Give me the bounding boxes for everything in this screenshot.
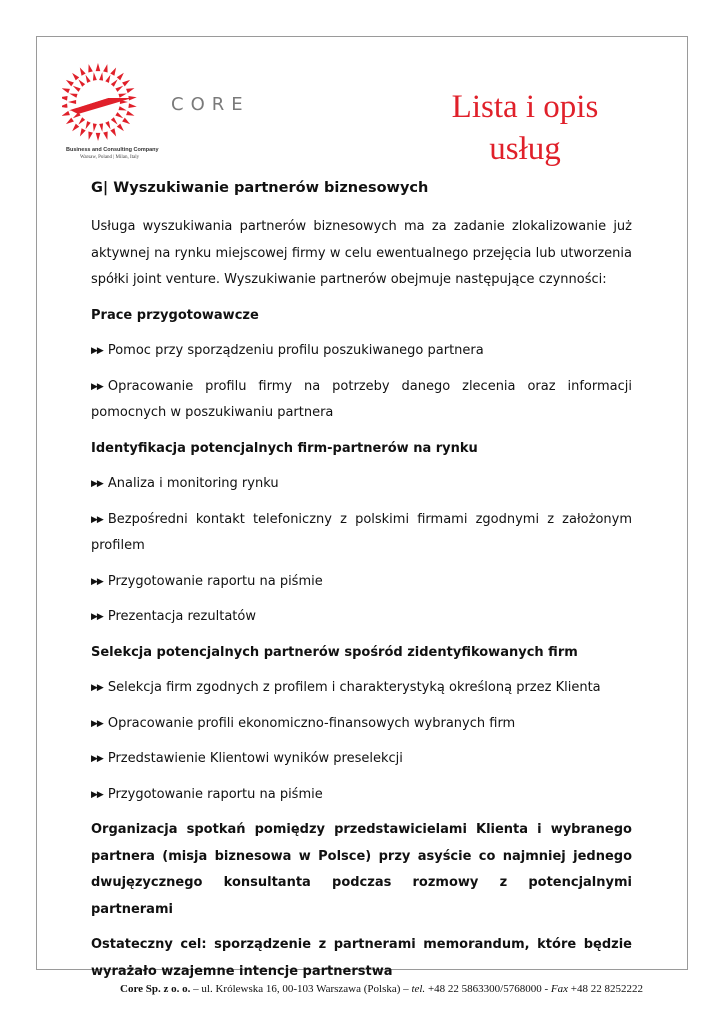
logo-ray-icon xyxy=(122,80,130,87)
list-item xyxy=(91,604,632,631)
group-selection xyxy=(91,640,632,809)
list-item xyxy=(91,338,632,365)
logo-ray-icon xyxy=(80,128,86,136)
logo-ray-icon xyxy=(115,112,123,118)
list-item-text: Przygotowanie raportu na piśmie xyxy=(107,786,323,802)
bullet-arrow-icon: ▶▶ xyxy=(91,346,103,356)
bullet-arrow-icon: ▶▶ xyxy=(91,514,103,525)
list-item-text: Pomoc przy sporządzeniu profilu poszukiwanego partnera xyxy=(107,343,484,358)
logo-ray-icon xyxy=(103,131,108,139)
logo-ray-icon xyxy=(66,118,74,125)
list-item xyxy=(91,569,632,596)
group-title: Prace przygotowawcze xyxy=(91,307,259,323)
bullet-arrow-icon: ▶▶ xyxy=(91,479,103,489)
page-footer xyxy=(0,983,725,995)
logo-ray-icon xyxy=(68,100,76,104)
logo-ray-icon xyxy=(126,111,134,116)
list-item xyxy=(91,374,632,427)
logo-ray-icon xyxy=(111,117,118,124)
logo-ray-icon xyxy=(96,63,101,71)
footer-fax-label: Fax xyxy=(550,983,568,995)
bullet-arrow-icon: ▶▶ xyxy=(91,683,103,693)
logo-ray-icon xyxy=(93,123,97,131)
list-item-text: Opracowanie profilu firmy na potrzeby danego zlecenia oraz informacji pomocnych w poszukiwaniu partnera xyxy=(91,378,632,420)
logo-ray-icon xyxy=(103,64,108,72)
footer-fax: +48 22 8252222 xyxy=(567,983,643,995)
bullet-arrow-icon: ▶▶ xyxy=(91,381,103,392)
main-content xyxy=(91,176,632,994)
logo-ray-icon xyxy=(111,79,118,86)
group-identification xyxy=(91,436,632,631)
logo-ray-icon xyxy=(118,106,126,110)
bullet-arrow-icon: ▶▶ xyxy=(91,789,103,800)
logo-ray-icon xyxy=(118,94,126,98)
logo-ray-icon xyxy=(73,86,81,92)
list-item xyxy=(91,782,632,809)
closing-paragraph-goal: Ostateczny cel: sporządzenie z partnerami memorandum, które będzie wyrażało wzajemne intencje partnerstwa xyxy=(91,937,632,979)
list-item xyxy=(91,746,632,773)
logo-ray-icon xyxy=(86,75,91,83)
list-item-text: Selekcja firm zgodnych z profilem i charakterystyką określoną przez Klienta xyxy=(107,680,601,695)
logo-ray-icon xyxy=(115,86,123,92)
document-title xyxy=(420,86,630,170)
logo-ray-icon xyxy=(88,131,93,139)
list-item xyxy=(91,471,632,498)
bullet-arrow-icon: ▶▶ xyxy=(91,576,103,587)
bullet-arrow-icon: ▶▶ xyxy=(91,612,103,622)
bullet-arrow-icon: ▶▶ xyxy=(91,754,103,764)
intro-paragraph: Usługa wyszukiwania partnerów biznesowych ma za zadanie zlokalizowanie już aktywnej na rynku miejscowej firmy w celu ewentualnego przejęcia lub utworzenia spółki joint venture. Wyszukiwanie partnerów obejmuje następujące czynności: xyxy=(91,219,632,287)
closing-paragraph-meetings: Organizacja spotkań pomiędzy przedstawicielami Klienta i wybranego partnera (misja biznesowa w Polsce) przy asyście co najmniej jednego dwujęzycznego konsultanta podczas rozmowy z potencjalnymi partnerami xyxy=(91,822,632,917)
logo-ray-icon xyxy=(110,67,116,75)
logo-ray-icon xyxy=(80,67,86,75)
logo-tagline: Business and Consulting Company xyxy=(66,147,159,153)
footer-tel: +48 22 5863300/5768000 - xyxy=(425,983,551,995)
logo-ray-icon xyxy=(105,121,110,129)
logo-ray-icon xyxy=(72,124,79,132)
group-prep xyxy=(91,303,632,427)
group-title: Identyfikacja potencjalnych firm-partnerów na rynku xyxy=(91,440,478,456)
logo-ray-icon xyxy=(88,64,93,72)
logo-ray-icon xyxy=(78,117,85,124)
logo-ray-icon xyxy=(62,96,68,101)
sunburst-logo-icon xyxy=(62,58,172,153)
title-line-2: usług xyxy=(489,131,561,167)
logo-ray-icon xyxy=(105,75,110,83)
logo-ray-icon xyxy=(99,72,103,80)
logo-ray-icon xyxy=(99,123,103,131)
list-item xyxy=(91,507,632,560)
list-item xyxy=(91,675,632,702)
list-item-text: Przedstawienie Klientowi wyników preselekcji xyxy=(107,751,403,766)
logo-wordmark: CORE xyxy=(171,94,250,115)
list-item xyxy=(91,711,632,738)
logo-ray-icon xyxy=(86,121,91,129)
list-item-text: Przygotowanie raportu na piśmie xyxy=(107,573,323,589)
logo-ray-icon xyxy=(62,111,70,116)
section-heading: G| Wyszukiwanie partnerów biznesowych xyxy=(91,180,429,196)
logo-ray-icon xyxy=(128,103,136,108)
logo-ray-icon xyxy=(96,133,101,141)
group-title: Selekcja potencjalnych partnerów spośród zidentyfikowanych firm xyxy=(91,644,578,660)
footer-address: – ul. Królewska 16, 00-103 Warszawa (Polska) – xyxy=(190,983,412,995)
footer-company: Core Sp. z o. o. xyxy=(120,983,191,995)
logo-ray-icon xyxy=(78,79,85,86)
bullet-arrow-icon: ▶▶ xyxy=(91,718,103,729)
logo-ray-icon xyxy=(122,118,130,125)
logo-ray-icon xyxy=(117,73,124,81)
logo-ray-icon xyxy=(117,124,124,132)
logo-ray-icon xyxy=(126,88,134,93)
logo-ray-icon xyxy=(93,72,97,80)
logo-ray-icon xyxy=(66,80,74,87)
list-item-text: Prezentacja rezultatów xyxy=(107,609,256,624)
footer-tel-label: tel. xyxy=(411,983,426,995)
list-item-text: Opracowanie profili ekonomiczno-finansowych wybranych firm xyxy=(107,715,516,731)
list-item-text: Analiza i monitoring rynku xyxy=(107,476,279,491)
core-logo xyxy=(62,58,250,168)
logo-ray-icon xyxy=(62,88,70,93)
title-line-1: Lista i opis xyxy=(451,89,599,125)
logo-cities: Warsaw, Poland | Milan, Italy xyxy=(80,155,140,160)
logo-ray-icon xyxy=(110,128,116,136)
logo-ray-icon xyxy=(69,94,77,98)
list-item-text: Bezpośredni kontakt telefoniczny z polskimi firmami zgodnymi z założonym profilem xyxy=(91,511,632,553)
logo-ray-icon xyxy=(62,103,68,108)
logo-ray-icon xyxy=(72,73,79,81)
